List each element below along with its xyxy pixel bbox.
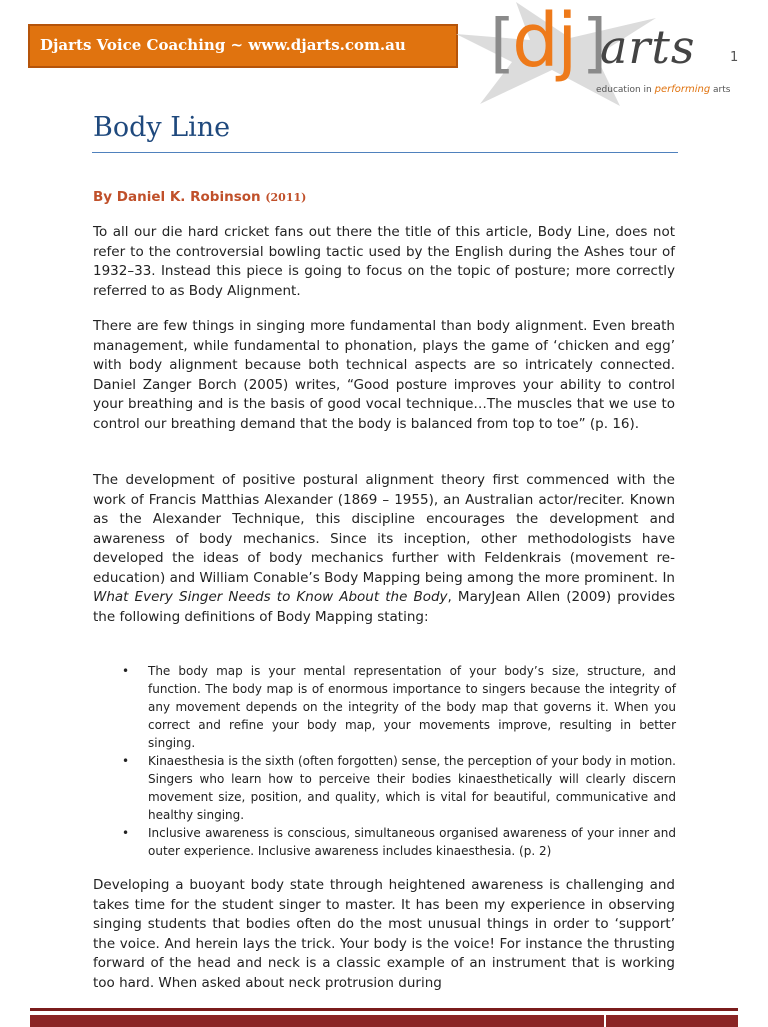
footer-bar [30, 1015, 738, 1027]
logo-bracket-right: ] [582, 7, 607, 81]
body-mapping-list [120, 662, 676, 860]
paragraph-3: The development of positive postural alignment theory first commenced with the work of Francis Matthias Alexander (1869 – 1955), an Australian actor/reciter. Known as the Alexander Technique, this discipline encourages the development and awareness of body mechanics. Since its inception, other methodologists have developed the ideas of body mechanics further with Feldenkrais (movement re-education) and William Conable’s Body Mapping being among the more prominent. In What Every Singer Needs to Know About the Body, MaryJean Allen (2009) provides the following definitions of Body Mapping stating: [93, 472, 675, 625]
logo-tagline: education in performing arts [596, 84, 731, 95]
logo-mark: 1 [730, 50, 739, 65]
footer-separator [604, 1013, 606, 1027]
header-banner-text: Djarts Voice Coaching ~ www.djarts.com.au [40, 36, 406, 54]
page-title: Body Line [93, 112, 231, 143]
logo-arts: arts [600, 20, 696, 74]
list-item: • The body map is your mental representation of your body’s size, structure, and function. The body map is of enormous importance to singers because the integrity of any movement depends on the integrity of the body map that governs it. When you correct and refine your body map, your movements improve, resulting in better singing. [122, 664, 676, 750]
bullet-icon: • [122, 826, 130, 840]
logo-dj: dj [512, 0, 576, 84]
bullet-icon: • [122, 664, 130, 678]
byline [93, 189, 306, 205]
title-rule [92, 152, 678, 153]
list-item: • Inclusive awareness is conscious, simultaneous organised awareness of your inner and outer experience. Inclusive awareness includes kinaesthesia. (p. 2) [122, 826, 676, 858]
list-item: • Kinaesthesia is the sixth (often forgotten) sense, the perception of your body in motion. Singers who learn how to perceive their bodies kinaesthetically will clearly discern movement size, position, and quality, which is vital for beautiful, communicative and healthy singing. [122, 754, 676, 822]
byline-author: By Daniel K. Robinson [93, 189, 261, 205]
paragraph-5: Developing a buoyant body state through heightened awareness is challenging and takes time for the student singer to master. It has been my experience in observing singing students that bodies often do the most unusual things in order to ‘support’ the voice. And herein lays the trick. Your body is the voice! For instance the thrusting forward of the head and neck is a classic example of an instrument that is working too hard. When asked about neck protrusion during [93, 877, 675, 991]
byline-year: (2011) [265, 191, 307, 204]
paragraph-1: To all our die hard cricket fans out there the title of this article, Body Line, does not refer to the controversial bowling tactic used by the English during the Ashes tour of 1932–33. Instead this piece is going to focus on the topic of posture; more correctly referred to as Body Alignment. [93, 224, 675, 299]
bullet-icon: • [122, 754, 130, 768]
footer-rule [30, 1008, 738, 1011]
paragraph-2: There are few things in singing more fundamental than body alignment. Even breath management, while fundamental to phonation, plays the game of ‘chicken and egg’ with body alignment because both technical aspects are so intricately connected. Daniel Zanger Borch (2005) writes, “Good posture improves your ability to control your breathing and is the basis of good vocal technique…The muscles that we use to control our breathing demand that the body is balanced from top to toe” (p. 16). [93, 318, 675, 432]
book-title: What Every Singer Needs to Know About the Body [93, 589, 448, 605]
logo-bracket-left: [ [490, 7, 515, 81]
